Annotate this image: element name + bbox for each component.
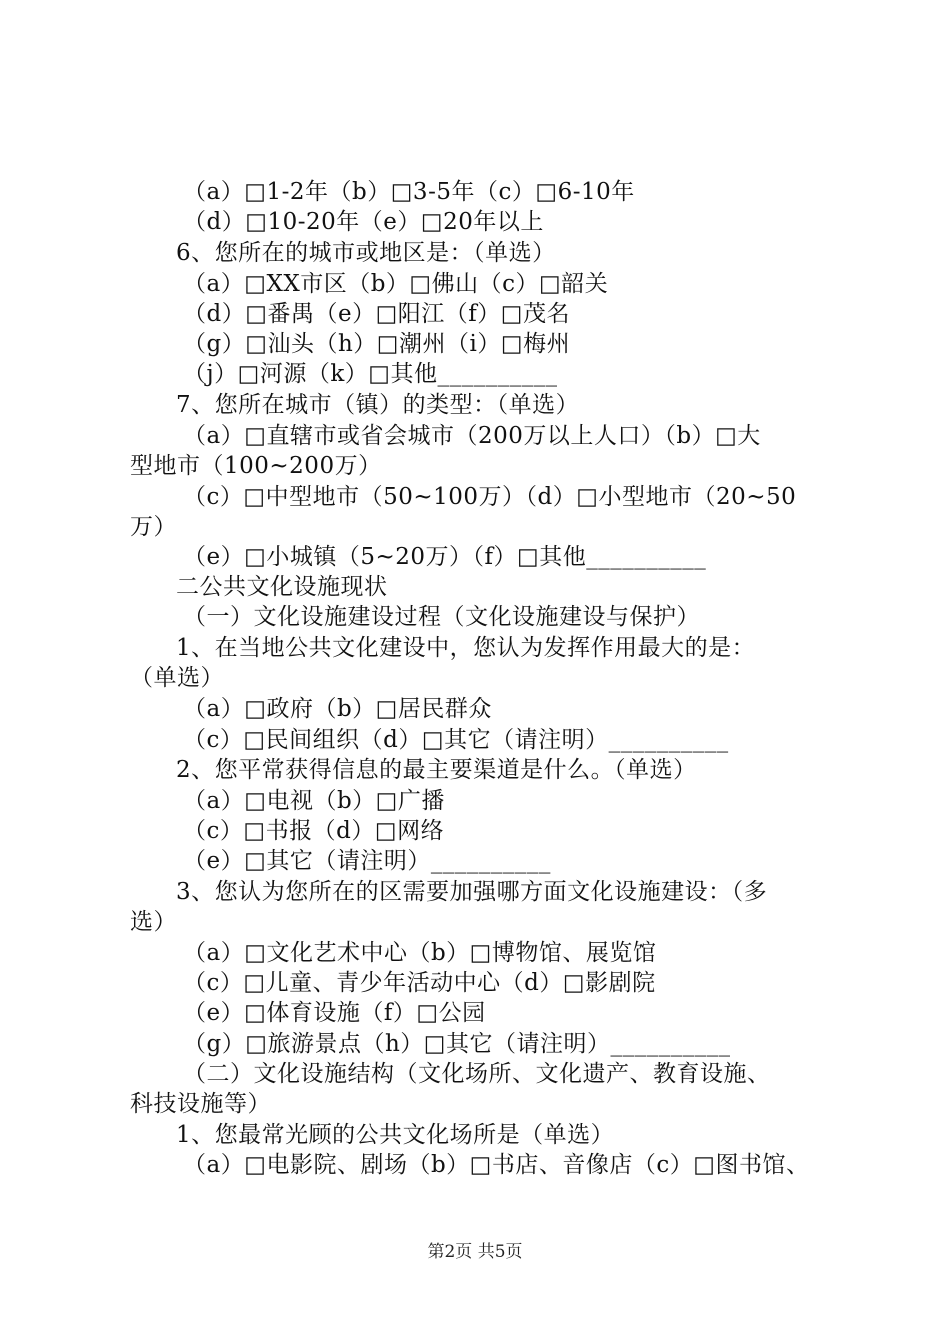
option-line: （e）□其它（请注明）__________ xyxy=(183,848,551,874)
option-line: （a）□文化艺术中心（b）□博物馆、展览馆 xyxy=(183,940,657,966)
option-line: （a）□XX市区（b）□佛山（c）□韶关 xyxy=(183,271,609,297)
option-line: （a）□直辖市或省会城市（200万以上人口）（b）□大 xyxy=(183,423,761,449)
option-line: （e）□体育设施（f）□公园 xyxy=(183,1000,486,1026)
option-line: （g）□旅游景点（h）□其它（请注明）__________ xyxy=(183,1031,731,1057)
section-heading: 二公共文化设施现状 xyxy=(176,574,388,600)
question-line: 7、您所在城市（镇）的类型：（单选） xyxy=(176,392,580,418)
option-line: （a）□政府（b）□居民群众 xyxy=(183,696,492,722)
option-line: （d）□番禺（e）□阳江（f）□茂名 xyxy=(183,301,571,327)
question-line: 1、在当地公共文化建设中，您认为发挥作用最大的是： xyxy=(176,635,756,661)
question-line-continued: 选） xyxy=(130,909,177,935)
option-line: （a）□电视（b）□广播 xyxy=(183,788,445,814)
option-line: （c）□中型地市（50~100万）（d）□小型地市（20~50 xyxy=(183,484,797,510)
option-line: （j）□河源（k）□其他__________ xyxy=(183,361,558,387)
option-line: （c）□书报（d）□网络 xyxy=(183,818,445,844)
option-line-continued: 万） xyxy=(130,514,177,540)
subsection-heading-continued: 科技设施等） xyxy=(130,1091,271,1117)
option-line-continued: 型地市（100~200万） xyxy=(130,453,382,479)
option-line: （g）□汕头（h）□潮州（i）□梅州 xyxy=(183,331,571,357)
question-line: 1、您最常光顾的公共文化场所是（单选） xyxy=(176,1122,615,1148)
option-line: （a）□1-2年（b）□3-5年（c）□6-10年 xyxy=(183,179,635,205)
option-line: （e）□小城镇（5~20万）（f）□其他__________ xyxy=(183,544,707,570)
subsection-heading: （一）文化设施建设过程（文化设施建设与保护） xyxy=(183,604,700,630)
option-line: （a）□电影院、剧场（b）□书店、音像店（c）□图书馆、 xyxy=(183,1152,810,1178)
page-number-footer: 第2页 共5页 xyxy=(427,1242,523,1262)
option-line: （d）□10-20年（e）□20年以上 xyxy=(183,209,544,235)
question-line: 6、您所在的城市或地区是：（单选） xyxy=(176,240,556,266)
question-line: 2、您平常获得信息的最主要渠道是什么。（单选） xyxy=(176,757,697,783)
subsection-heading: （二）文化设施结构（文化场所、文化遗产、教育设施、 xyxy=(183,1061,771,1087)
question-line-continued: （单选） xyxy=(130,665,224,691)
option-line: （c）□儿童、青少年活动中心（d）□影剧院 xyxy=(183,970,656,996)
question-line: 3、您认为您所在的区需要加强哪方面文化设施建设：（多 xyxy=(176,879,768,905)
option-line: （c）□民间组织（d）□其它（请注明）__________ xyxy=(183,727,729,753)
